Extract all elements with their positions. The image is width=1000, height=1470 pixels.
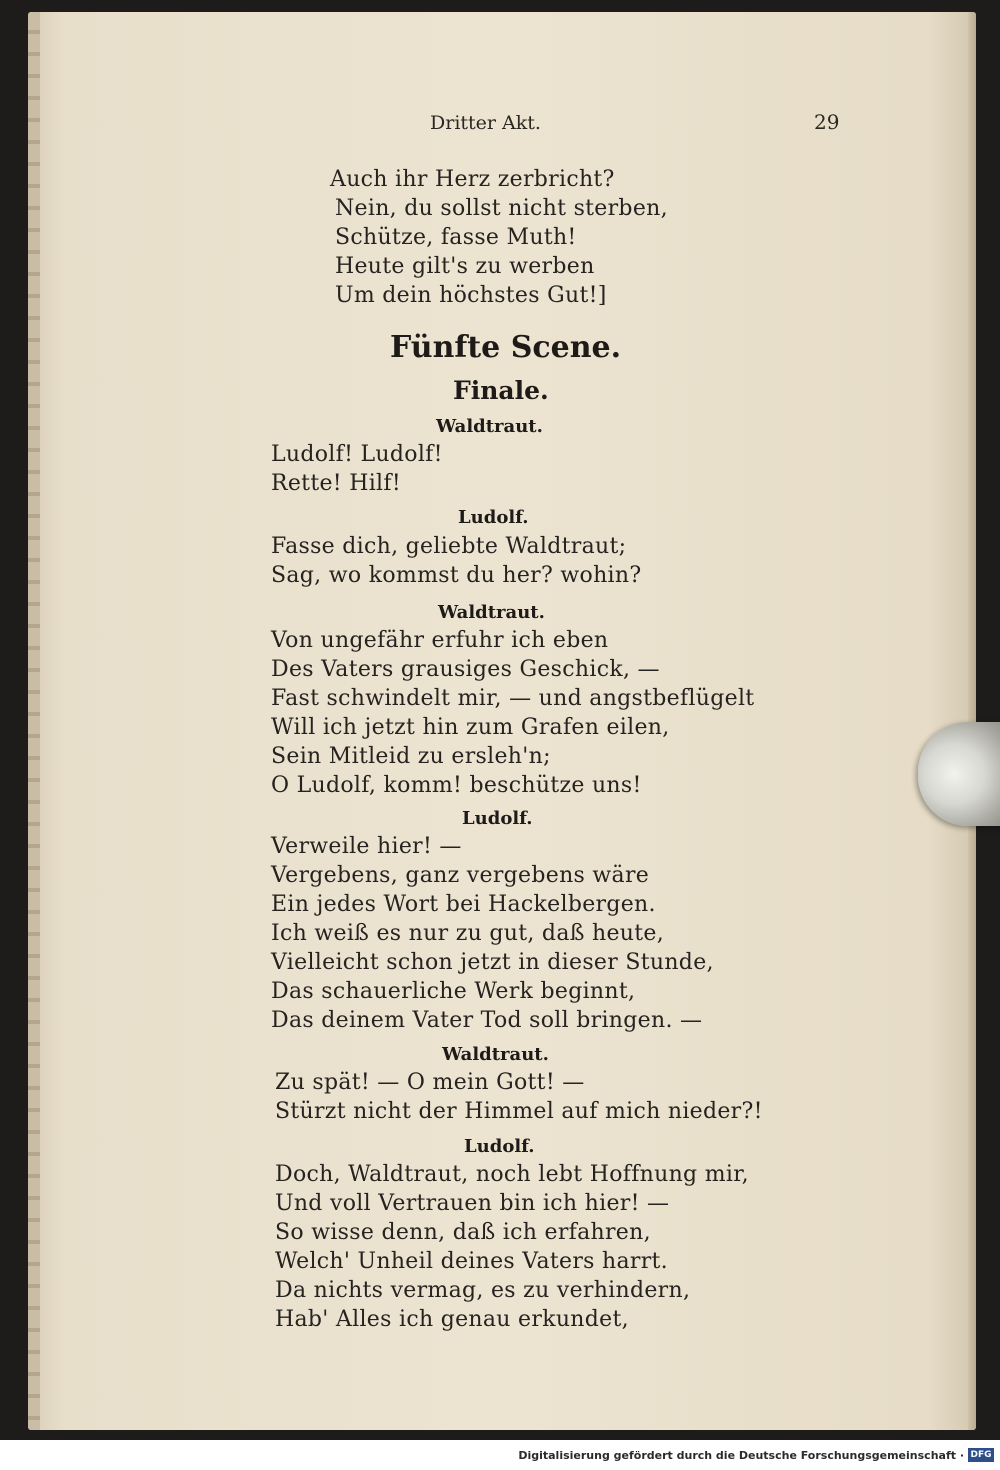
speaker-waldtraut: Waldtraut. xyxy=(442,1044,549,1065)
speaker-waldtraut: Waldtraut. xyxy=(438,602,545,623)
dialogue-line: Hab' Alles ich genau erkundet, xyxy=(275,1307,629,1332)
page-edge xyxy=(968,12,976,1430)
dfg-logo: DFG xyxy=(968,1448,994,1462)
dialogue-line: Ludolf! Ludolf! xyxy=(271,442,443,467)
verse-line: Um dein höchstes Gut!] xyxy=(335,283,607,308)
verse-line: Heute gilt's zu werben xyxy=(335,254,595,279)
dialogue-line: Zu spät! — O mein Gott! — xyxy=(275,1070,585,1095)
dialogue-line: So wisse denn, daß ich erfahren, xyxy=(275,1220,651,1245)
page-header xyxy=(28,102,976,142)
speaker-ludolf: Ludolf. xyxy=(458,507,529,528)
dialogue-line: Stürzt nicht der Himmel auf mich nieder?! xyxy=(275,1099,763,1124)
dialogue-line: Das schauerliche Werk beginnt, xyxy=(271,979,636,1004)
verse-line: Schütze, fasse Muth! xyxy=(335,225,577,250)
dialogue-line: Ein jedes Wort bei Hackelbergen. xyxy=(271,892,656,917)
dialogue-line: Des Vaters grausiges Geschick, — xyxy=(271,657,660,682)
speaker-ludolf: Ludolf. xyxy=(462,808,533,829)
dialogue-line: Das deinem Vater Tod soll bringen. — xyxy=(271,1008,703,1033)
dialogue-line: Welch' Unheil deines Vaters harrt. xyxy=(275,1249,668,1274)
dialogue-line: Doch, Waldtraut, noch lebt Hoffnung mir, xyxy=(275,1162,749,1187)
dialogue-line: O Ludolf, komm! beschütze uns! xyxy=(271,773,642,798)
dialogue-line: Ich weiß es nur zu gut, daß heute, xyxy=(271,921,665,946)
verse-line: Nein, du sollst nicht sterben, xyxy=(335,196,668,221)
speaker-waldtraut: Waldtraut. xyxy=(436,416,543,437)
footer-bar xyxy=(0,1440,1000,1470)
dialogue-line: Fasse dich, geliebte Waldtraut; xyxy=(271,534,627,559)
dialogue-line: Sag, wo kommst du her? wohin? xyxy=(271,563,642,588)
dialogue-line: Und voll Vertrauen bin ich hier! — xyxy=(275,1191,670,1216)
dialogue-line: Da nichts vermag, es zu verhindern, xyxy=(275,1278,691,1303)
page-binding xyxy=(28,12,40,1430)
scene-title: Fünfte Scene. xyxy=(390,330,622,365)
running-head: Dritter Akt. xyxy=(430,112,541,134)
footer-credit: Digitalisierung gefördert durch die Deutsche Forschungsgemeinschaft · xyxy=(518,1449,964,1462)
dialogue-line: Rette! Hilf! xyxy=(271,471,401,496)
sub-title: Finale. xyxy=(453,376,549,405)
verse-line: Auch ihr Herz zerbricht? xyxy=(330,167,615,192)
dialogue-line: Will ich jetzt hin zum Grafen eilen, xyxy=(271,715,670,740)
dialogue-line: Sein Mitleid zu ersleh'n; xyxy=(271,744,551,769)
dialogue-line: Vergebens, ganz vergebens wäre xyxy=(271,863,650,888)
page-number: 29 xyxy=(814,110,840,134)
dialogue-line: Von ungefähr erfuhr ich eben xyxy=(271,628,609,653)
dialogue-line: Verweile hier! — xyxy=(271,834,462,859)
dialogue-line: Fast schwindelt mir, — und angstbeflügelt xyxy=(271,686,755,711)
book-page xyxy=(28,12,976,1430)
dialogue-line: Vielleicht schon jetzt in dieser Stunde, xyxy=(271,950,714,975)
speaker-ludolf: Ludolf. xyxy=(464,1136,535,1157)
